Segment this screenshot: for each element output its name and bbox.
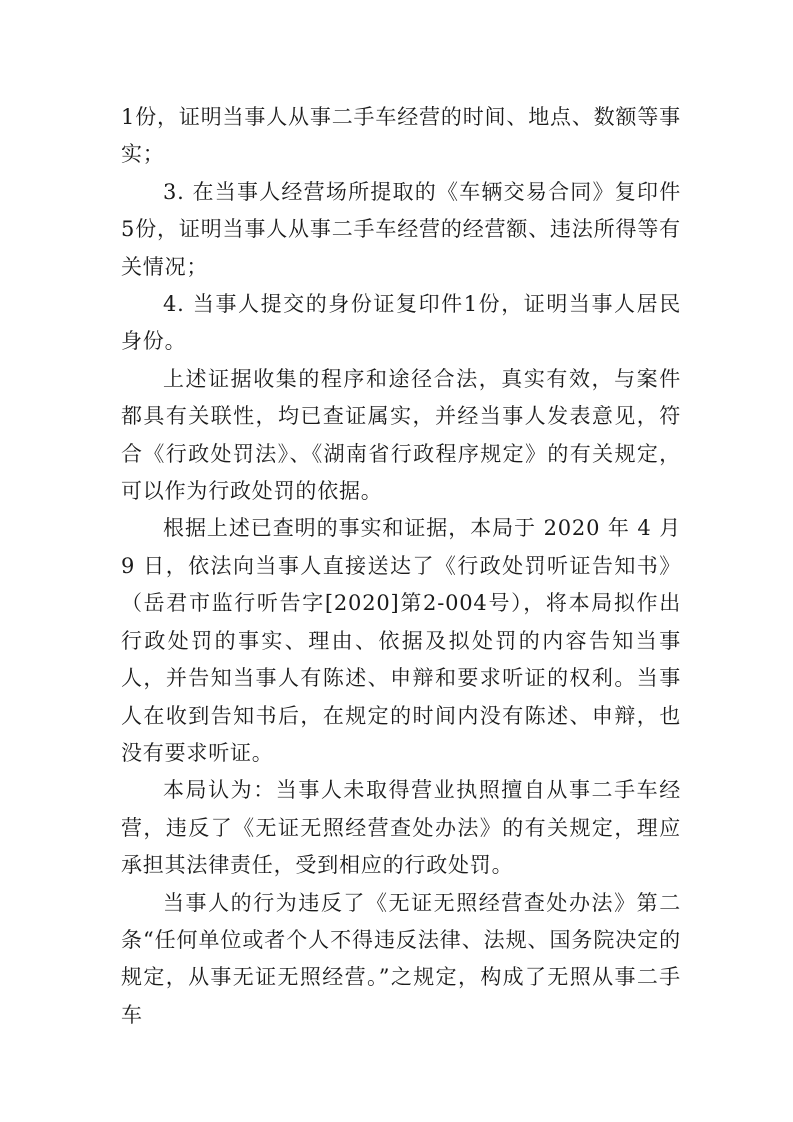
paragraph-evidence-2-continued: 1份，证明当事人从事二手车经营的时间、地点、数额等事实；: [121, 105, 681, 167]
paragraph-evidence-4: 4. 当事人提交的身份证复印件1份，证明当事人居民身份。: [121, 292, 681, 354]
document-body: [121, 99, 681, 1034]
paragraph-hearing-notice: 根据上述已查明的事实和证据，本局于 2020 年 4 月 9 日，依法向当事人直接送达了《行政处罚听证告知书》（岳君市监行听告字[2020]第2-004号），将本局拟作出行政处罚的事实、理由、依据及拟处罚的内容告知当事人，并告知当事人有陈述、申辩和要求听证的权利。当事人在收到告知书后，在规定的时间内没有陈述、申辩，也没有要求听证。: [121, 516, 681, 765]
paragraph-evidence-validity: 上述证据收集的程序和途径合法，真实有效，与案件都具有关联性，均已查证属实，并经当事人发表意见，符合《行政处罚法》、《湖南省行政程序规定》的有关规定，可以作为行政处罚的依据。: [121, 366, 681, 504]
paragraph-bureau-finding: 本局认为：当事人未取得营业执照擅自从事二手车经营，违反了《无证无照经营查处办法》的有关规定，理应承担其法律责任，受到相应的行政处罚。: [121, 778, 681, 878]
paragraph-evidence-3: 3. 在当事人经营场所提取的《车辆交易合同》复印件5份，证明当事人从事二手车经营的经营额、违法所得等有关情况；: [121, 179, 681, 279]
paragraph-violation: 当事人的行为违反了《无证无照经营查处办法》第二条“任何单位或者个人不得违反法律、法规、国务院决定的规定，从事无证无照经营。”之规定，构成了无照从事二手车: [121, 890, 681, 1027]
